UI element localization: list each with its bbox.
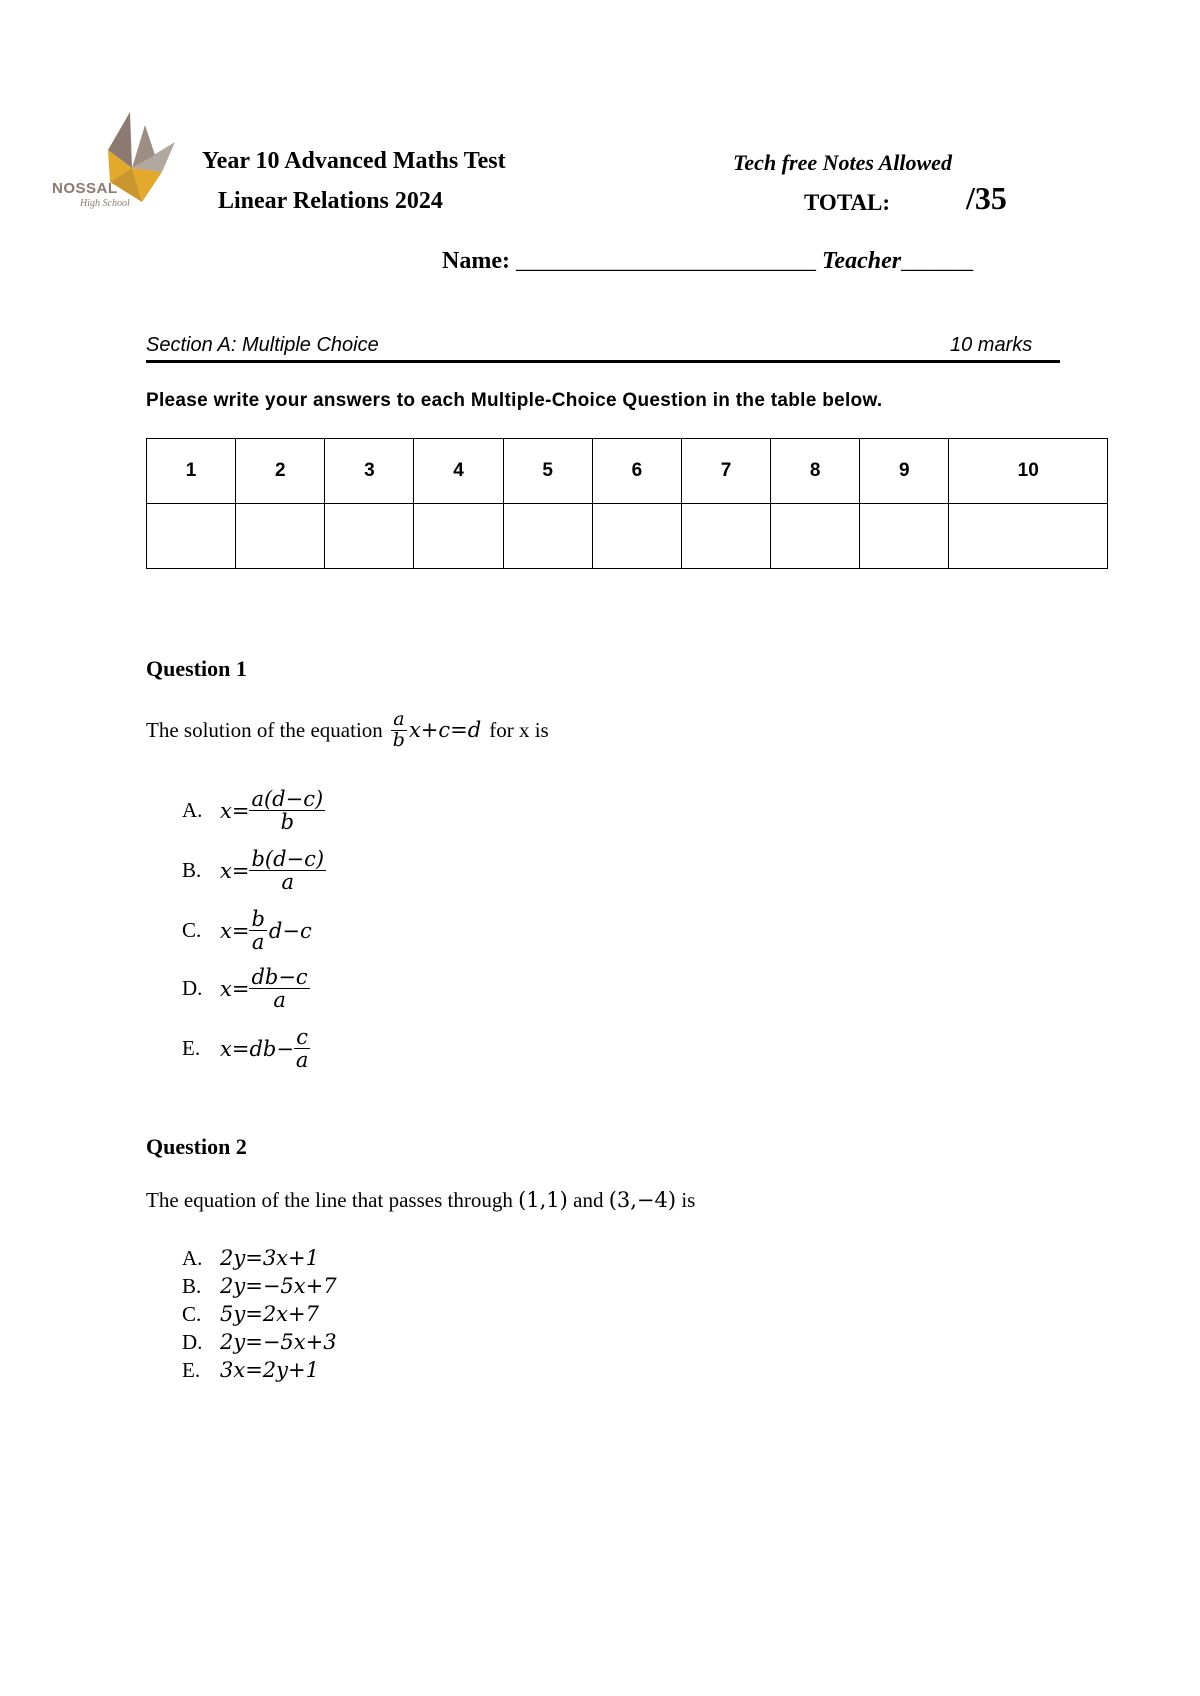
question-2-option-e[interactable] xyxy=(182,1358,319,1383)
option-label: E. xyxy=(182,1036,201,1061)
answer-col-header: 7 xyxy=(681,439,770,504)
section-marks: 10 marks xyxy=(950,334,1033,356)
answer-col-header: 6 xyxy=(592,439,681,504)
name-teacher-line xyxy=(442,248,973,275)
option-fraction xyxy=(249,908,266,953)
fraction-numerator: a(d−c) xyxy=(251,787,324,811)
question-1-stem-end: for x is xyxy=(489,717,549,742)
answer-cell[interactable] xyxy=(236,504,325,569)
name-field[interactable]: _________________________ xyxy=(515,248,816,274)
option-label: C. xyxy=(182,1302,202,1326)
question-1-stem-text: The solution of the equation xyxy=(146,717,383,742)
test-subtitle: Linear Relations 2024 xyxy=(218,188,443,214)
question-1-option-e[interactable] xyxy=(182,1026,310,1071)
option-after: d−c xyxy=(268,918,312,943)
answer-col-header: 4 xyxy=(414,439,503,504)
total-label: TOTAL: xyxy=(804,190,891,215)
test-title: Year 10 Advanced Maths Test xyxy=(202,148,506,174)
question-1-heading: Question 1 xyxy=(146,656,247,681)
question-2-stem xyxy=(146,1188,695,1213)
option-label: D. xyxy=(182,976,203,1001)
question-2-heading: Question 2 xyxy=(146,1134,247,1159)
question-2-point-2: (3,−4) xyxy=(608,1188,677,1212)
question-2-option-b[interactable] xyxy=(182,1274,337,1299)
option-lhs: x= xyxy=(220,858,250,883)
teacher-label: Teacher xyxy=(821,248,902,274)
answer-col-header: 10 xyxy=(949,439,1108,504)
question-1-option-d[interactable] xyxy=(182,966,310,1011)
answer-cell[interactable] xyxy=(771,504,860,569)
answer-col-header: 9 xyxy=(860,439,949,504)
question-2-option-a[interactable] xyxy=(182,1246,319,1271)
fraction-numerator: c xyxy=(296,1025,309,1049)
option-label: E. xyxy=(182,1358,201,1382)
option-text: 3x=2y+1 xyxy=(220,1358,319,1382)
option-label: A. xyxy=(182,1246,203,1270)
section-rule xyxy=(146,360,1060,363)
answer-col-header: 1 xyxy=(147,439,236,504)
option-text: 5y=2x+7 xyxy=(220,1302,319,1326)
answer-cell[interactable] xyxy=(681,504,770,569)
option-fraction xyxy=(294,1026,311,1071)
answer-col-header: 3 xyxy=(325,439,414,504)
logo-subtext: High School xyxy=(80,198,130,209)
question-2-option-d[interactable] xyxy=(182,1330,337,1355)
answer-cell[interactable] xyxy=(147,504,236,569)
instruction-text: Please write your answers to each Multiple-Choice Question in the table below. xyxy=(146,390,883,411)
question-1-stem xyxy=(146,710,549,751)
question-1-equation-fraction xyxy=(391,710,407,751)
logo-text: NOSSAL xyxy=(52,180,118,197)
option-lhs: x= xyxy=(220,976,250,1001)
question-2-point-1: (1,1) xyxy=(518,1188,568,1212)
answer-cell[interactable] xyxy=(503,504,592,569)
answer-table-answer-row xyxy=(147,504,1108,569)
answer-cell[interactable] xyxy=(414,504,503,569)
question-1-equation-rest: x+c=d xyxy=(408,718,482,743)
answer-col-header: 2 xyxy=(236,439,325,504)
school-logo xyxy=(50,110,190,210)
option-label: B. xyxy=(182,858,202,883)
fraction-denominator: b xyxy=(392,728,405,751)
option-fraction xyxy=(249,966,309,1011)
fraction-denominator: a xyxy=(273,988,286,1013)
answer-table-header-row xyxy=(147,439,1108,504)
fraction-denominator: b xyxy=(280,810,295,835)
fraction-numerator: db−c xyxy=(251,965,308,989)
option-lhs: x= xyxy=(220,918,250,943)
name-label: Name: xyxy=(442,248,510,274)
answer-cell[interactable] xyxy=(949,504,1108,569)
fraction-numerator: a xyxy=(393,708,405,730)
option-label: C. xyxy=(182,918,202,943)
teacher-field[interactable]: ______ xyxy=(901,248,974,274)
question-2-option-c[interactable] xyxy=(182,1302,319,1327)
option-lhs: x=db− xyxy=(220,1036,294,1061)
section-title: Section A: Multiple Choice xyxy=(146,334,379,356)
question-2-stem-text: The equation of the line that passes through xyxy=(146,1188,513,1212)
answer-cell[interactable] xyxy=(325,504,414,569)
option-label: B. xyxy=(182,1274,202,1298)
question-2-stem-end: is xyxy=(681,1188,696,1212)
option-text: 2y=3x+1 xyxy=(220,1246,319,1270)
option-label: D. xyxy=(182,1330,203,1354)
option-fraction xyxy=(249,848,326,893)
question-2-and: and xyxy=(573,1188,604,1212)
fraction-denominator: a xyxy=(251,930,265,955)
fraction-numerator: b xyxy=(251,907,265,931)
option-text: 2y=−5x+3 xyxy=(220,1330,337,1354)
fraction-denominator: a xyxy=(281,870,295,895)
answer-col-header: 5 xyxy=(503,439,592,504)
option-lhs: x= xyxy=(220,798,250,823)
answer-cell[interactable] xyxy=(860,504,949,569)
option-fraction xyxy=(249,788,325,833)
total-value: /35 xyxy=(966,180,1007,216)
option-label: A. xyxy=(182,798,203,823)
question-1-option-c[interactable] xyxy=(182,908,312,953)
tech-note: Tech free Notes Allowed xyxy=(733,150,952,175)
answer-cell[interactable] xyxy=(592,504,681,569)
fraction-numerator: b(d−c) xyxy=(251,847,325,871)
fraction-denominator: a xyxy=(295,1048,309,1073)
question-1-option-a[interactable] xyxy=(182,788,325,833)
question-1-option-b[interactable] xyxy=(182,848,326,893)
option-text: 2y=−5x+7 xyxy=(220,1274,337,1298)
answer-col-header: 8 xyxy=(771,439,860,504)
answer-table xyxy=(146,438,1108,569)
